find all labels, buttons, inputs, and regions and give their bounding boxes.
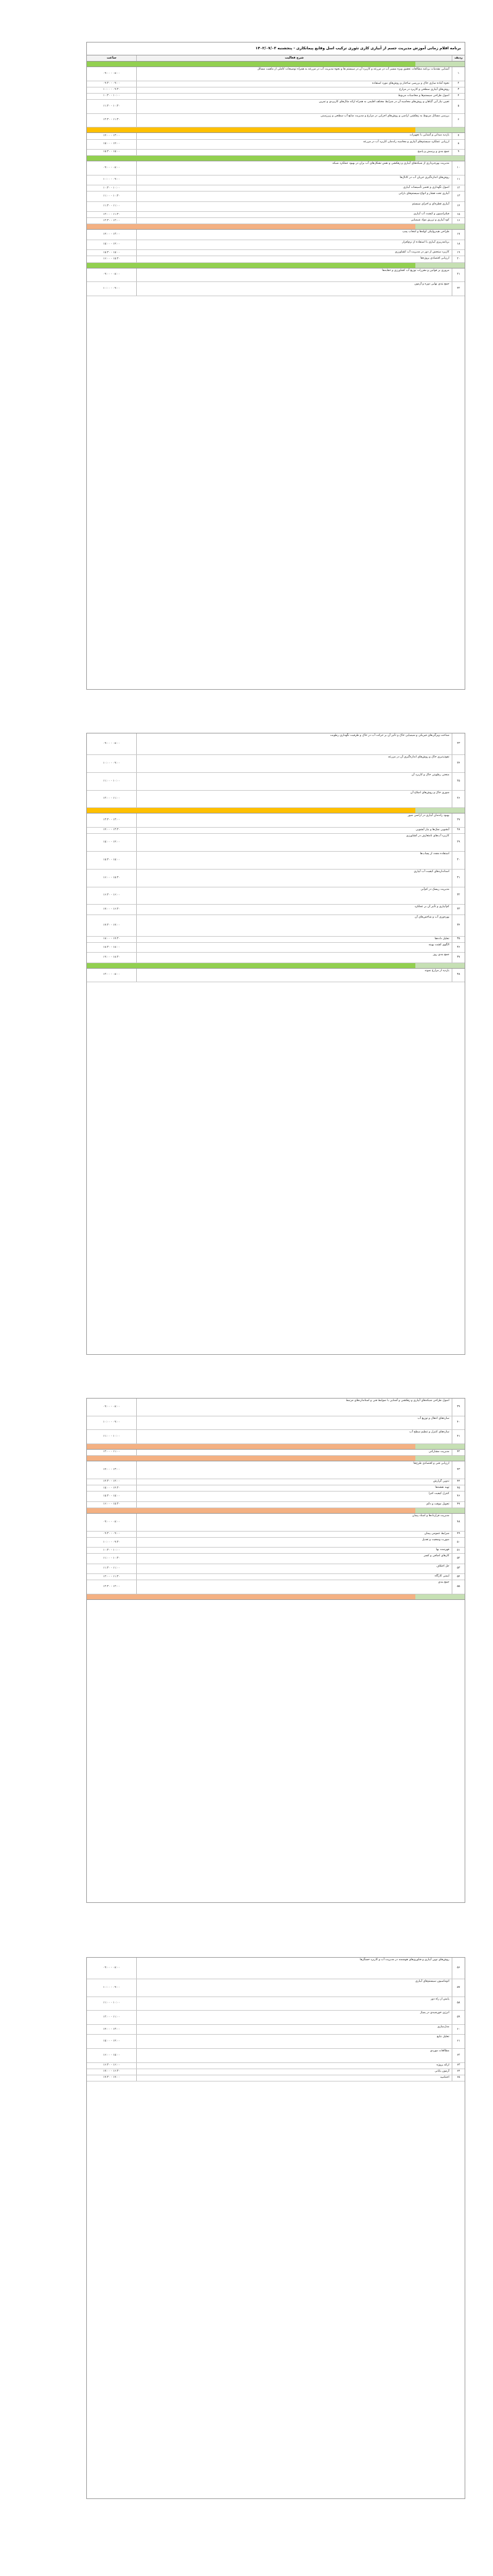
row-time: ۱۴:۰۰ - ۱۵:۰۰	[87, 834, 137, 851]
table-row	[87, 67, 465, 81]
row-number: ۱۷	[452, 230, 465, 239]
section-bar	[87, 156, 465, 161]
row-description: استانداردهای کیفیت آب آبیاری	[414, 870, 449, 873]
table-row	[87, 828, 465, 834]
row-description: سازه‌های کنترل و تنظیم سطح آب	[409, 1431, 449, 1434]
table-row	[87, 1574, 465, 1580]
row-time: ۱۰:۰۰ - ۱۰:۳۰	[87, 185, 137, 191]
section-bar	[87, 127, 465, 133]
section-bar	[87, 1444, 465, 1450]
row-description: کنترل کیفیت اجرا	[428, 1492, 449, 1496]
row-number: ۶۱	[452, 2035, 465, 2048]
row-time: ۱۴:۰۰ - ۱۵:۰۰	[87, 140, 137, 149]
row-time: ۰۹:۰۰ - ۰۹:۳۰	[87, 81, 137, 87]
row-time: ۱۷:۳۰ - ۱۸:۰۰	[87, 937, 137, 942]
table-row	[87, 1430, 465, 1444]
row-time: ۱۱:۰۰ - ۱۱:۳۰	[87, 202, 137, 211]
row-description: فهرست بها	[436, 1548, 449, 1552]
table-row	[87, 269, 465, 283]
row-time: ۱۷:۰۰ - ۱۷:۳۰	[87, 2075, 137, 2081]
section-bar	[87, 1456, 465, 1461]
row-number: ۷	[452, 133, 465, 139]
row-number: ۱۱	[452, 176, 465, 185]
row-description: پایش از راه دور	[430, 1997, 449, 2001]
row-time: ۱۴:۰۰ - ۱۵:۰۰	[87, 2035, 137, 2048]
table-row	[87, 1416, 465, 1431]
row-number: ۵۶	[452, 1958, 465, 1979]
row-time: ۰۸:۰۰ - ۰۹:۰۰	[87, 67, 137, 81]
table-row	[87, 2069, 465, 2075]
row-time: ۱۶:۰۰ - ۱۶:۳۰	[87, 2063, 137, 2069]
row-description: منحنی رطوبتی خاک و کاربرد آن	[412, 773, 449, 777]
row-number: ۲۶	[452, 791, 465, 808]
table-row	[87, 94, 465, 100]
row-number: ۳۰	[452, 852, 465, 869]
table-body	[87, 1958, 465, 2081]
row-time: ۱۴:۳۰ - ۱۵:۰۰	[87, 1485, 137, 1491]
table-row	[87, 1564, 465, 1574]
table-row	[87, 915, 465, 937]
row-time: ۱۲:۰۰ - ۱۲:۳۰	[87, 218, 137, 224]
row-description: بهبود راندمان آبیاری در اراضی شور	[407, 814, 449, 818]
row-number: ۲۸	[452, 828, 465, 833]
row-number: ۱۰	[452, 161, 465, 175]
row-number: ۴۳	[452, 1461, 465, 1479]
row-time: ۱۵:۰۰ - ۱۵:۳۰	[87, 1492, 137, 1501]
header-number: ردیف	[452, 55, 465, 61]
row-time: ۱۳:۰۰ - ۱۴:۰۰	[87, 1461, 137, 1479]
row-description: بازدید میدانی و آشنایی با تجهیزات	[409, 134, 449, 137]
row-time: ۱۰:۰۰ - ۱۱:۰۰	[87, 1430, 137, 1443]
table-row	[87, 114, 465, 128]
row-description: کاربرد آب‌های نامتعارف در کشاورزی	[406, 834, 449, 838]
row-description: کاربرد سنجش از دور در مدیریت آب کشاورزی	[394, 251, 449, 254]
table-row	[87, 1548, 465, 1554]
schedule-sheet-3	[86, 1398, 465, 1903]
section-time	[415, 808, 465, 813]
row-time: ۰۸:۰۰ - ۰۹:۰۰	[87, 733, 137, 754]
row-description: مدل‌سازی	[437, 2025, 449, 2029]
table-row	[87, 2035, 465, 2049]
section-bar	[87, 224, 465, 230]
table-row	[87, 133, 465, 139]
row-description: جمع بندی و پرسش و پاسخ	[417, 150, 449, 153]
row-number: ۱۲	[452, 185, 465, 191]
row-description: بهره‌وری آب و شاخص‌های آن	[415, 915, 449, 919]
table-row	[87, 212, 465, 218]
row-number: ۶۵	[452, 2075, 465, 2081]
table-row	[87, 814, 465, 828]
schedule-sheet-2	[86, 733, 465, 1355]
table-row	[87, 256, 465, 262]
table-row	[87, 1479, 465, 1485]
row-description: ارزیابی اقتصادی پروژه‌ها	[420, 257, 449, 260]
row-time: ۱۸:۳۰ - ۱۹:۰۰	[87, 953, 137, 962]
table-row	[87, 140, 465, 150]
row-number: ۳	[452, 87, 465, 93]
table-row	[87, 1997, 465, 2011]
section-time	[415, 156, 465, 161]
row-description: تهیه نقشه‌ها	[435, 1486, 449, 1490]
table-row	[87, 791, 465, 809]
row-time: ۱۳:۰۰ - ۱۴:۰۰	[87, 2025, 137, 2034]
row-number: ۸	[452, 140, 465, 149]
row-number: ۳۶	[452, 943, 465, 952]
row-time: ۱۰:۳۰ - ۱۱:۳۰	[87, 100, 137, 113]
row-description: نفوذپذیری خاک و روش‌های اندازه‌گیری آن در مزرعه	[388, 756, 449, 759]
row-description: سازه‌های انتقال و توزیع آب	[417, 1416, 449, 1420]
row-description: اصول نگهداری و تعمیر تأسیسات آبیاری	[403, 186, 449, 190]
table-row	[87, 282, 465, 296]
row-description: حل اختلاف	[436, 1564, 449, 1568]
section-time	[415, 127, 465, 132]
row-description: روش‌های اندازه‌گیری جریان آب در کانال‌ها	[399, 176, 449, 179]
row-number: ۳۸	[452, 969, 465, 982]
section-bar	[87, 963, 465, 969]
row-number: ۴۵	[452, 1485, 465, 1491]
schedule-sheet-1	[86, 42, 465, 690]
row-description: کود آبیاری و تزریق مواد شیمیایی	[410, 219, 449, 222]
row-description: آبشویی نمک‌ها و نیاز آبشویی	[415, 828, 449, 831]
table-row	[87, 202, 465, 212]
row-number: ۱۵	[452, 212, 465, 217]
row-description: اصول طراحی شبکه‌های آبیاری و زهکشی و آشنایی با ضوابط فنی و استانداردهای مرتبط	[346, 1399, 449, 1402]
table-row	[87, 1554, 465, 1564]
row-number: ۵۴	[452, 1574, 465, 1580]
row-number: ۳۱	[452, 870, 465, 887]
row-number: ۶۴	[452, 2069, 465, 2075]
row-time: ۰۹:۰۰ - ۱۰:۰۰	[87, 1416, 137, 1430]
row-number: ۴۰	[452, 1416, 465, 1430]
table-row	[87, 192, 465, 201]
table-row	[87, 1532, 465, 1538]
row-number: ۵۳	[452, 1564, 465, 1573]
row-number: ۴۹	[452, 1532, 465, 1537]
row-description: الگوی کشت بهینه	[428, 943, 449, 947]
row-time: ۰۸:۰۰ - ۰۹:۰۰	[87, 1514, 137, 1531]
row-description: مدیریت قراردادها و اسناد پیمان	[412, 1514, 449, 1517]
section-time	[415, 263, 465, 268]
table-row	[87, 1958, 465, 1979]
table-row	[87, 755, 465, 773]
row-description: بررسی مسائل مربوط به زهکشی اراضی و روش‌های اجرایی در مزارع و مدیریت منابع آب سطحی و زیرزمینی	[320, 114, 449, 118]
row-description: روش‌های نوین آبیاری و فناوری‌های هوشمند در مدیریت آب و کاربرد حسگرها	[360, 1958, 449, 1961]
row-time: ۱۰:۳۰ - ۱۱:۰۰	[87, 1554, 137, 1563]
row-number: ۱۴	[452, 202, 465, 211]
row-time: ۱۵:۳۰ - ۱۶:۰۰	[87, 256, 137, 262]
row-time: ۰۹:۰۰ - ۱۰:۰۰	[87, 282, 137, 296]
table-row	[87, 834, 465, 852]
row-number: ۳۵	[452, 937, 465, 942]
row-time: ۰۹:۰۰ - ۱۰:۰۰	[87, 1979, 137, 1997]
row-time: ۰۸:۰۰ - ۰۹:۰۰	[87, 1399, 137, 1416]
row-time: ۱۱:۰۰ - ۱۲:۰۰	[87, 2011, 137, 2024]
table-row	[87, 969, 465, 983]
row-number: ۱	[452, 67, 465, 81]
row-time: ۱۴:۰۰ - ۱۵:۰۰	[87, 240, 137, 249]
row-description: کم‌آبیاری و تأثیر آن بر عملکرد	[414, 905, 449, 909]
row-time: ۱۳:۰۰ - ۱۳:۳۰	[87, 814, 137, 827]
table-row	[87, 1399, 465, 1416]
table-row	[87, 905, 465, 915]
row-time: ۰۸:۰۰ - ۰۹:۰۰	[87, 161, 137, 175]
row-number: ۳۴	[452, 915, 465, 936]
table-row	[87, 1461, 465, 1479]
row-description: شرایط عمومی پیمان	[424, 1532, 449, 1535]
row-description: اصول طراحی سیستم‌ها و محاسبات مربوط	[398, 94, 449, 97]
section-bar	[87, 263, 465, 269]
section-time	[415, 1508, 465, 1513]
row-number: ۳۳	[452, 905, 465, 914]
row-description: ارزیابی فنی و اقتصادی طرح‌ها	[414, 1462, 449, 1466]
row-time: ۱۱:۰۰ - ۱۱:۳۰	[87, 1564, 137, 1573]
table-row	[87, 161, 465, 176]
row-description: اتوماسیون سیستم‌های آبیاری	[415, 1980, 449, 1983]
section-bar	[87, 1594, 465, 1600]
row-number: ۵۹	[452, 2011, 465, 2024]
row-description: مطالعات موردی	[430, 2049, 449, 2053]
row-number: ۵۰	[452, 1538, 465, 1547]
row-time: ۱۰:۳۰ - ۱۱:۰۰	[87, 192, 137, 201]
row-number: ۵۸	[452, 1997, 465, 2011]
row-time: ۱۱:۳۰ - ۱۲:۰۰	[87, 212, 137, 217]
table-row	[87, 943, 465, 953]
section-bar	[87, 808, 465, 814]
row-number: ۶	[452, 114, 465, 127]
row-time: ۱۵:۰۰ - ۱۵:۳۰	[87, 150, 137, 155]
row-description: مدیریت بهره‌برداری از شبکه‌های آبیاری و زهکشی و نقش تشکل‌های آب بران در بهبود عملکرد شبکه	[332, 162, 449, 166]
table-row	[87, 852, 465, 870]
row-number: ۹	[452, 150, 465, 155]
table-row	[87, 230, 465, 240]
row-description: ارزیابی عملکرد سیستم‌های آبیاری و محاسبه راندمان کاربرد آب در مزرعه	[363, 140, 449, 143]
table-row	[87, 1502, 465, 1508]
table-row	[87, 733, 465, 755]
table-row	[87, 953, 465, 963]
row-number: ۶۰	[452, 2025, 465, 2034]
table-row	[87, 2075, 465, 2081]
row-description: طراحی هیدرولیکی لوله‌ها و انتخاب پمپ	[402, 230, 449, 234]
row-description: اختتامیه	[440, 2075, 449, 2079]
row-time: ۰۹:۰۰ - ۰۹:۳۰	[87, 1532, 137, 1537]
row-time: ۰۹:۳۰ - ۱۰:۰۰	[87, 87, 137, 93]
row-time: ۰۸:۰۰ - ۱۲:۰۰	[87, 969, 137, 982]
table-row	[87, 1492, 465, 1501]
table-row	[87, 2025, 465, 2035]
row-description: جمع بندی	[438, 1581, 449, 1585]
row-number: ۶۲	[452, 2049, 465, 2062]
row-number: ۵۲	[452, 1554, 465, 1563]
table-row	[87, 1485, 465, 1492]
row-time: ۱۶:۳۰ - ۱۷:۰۰	[87, 905, 137, 914]
row-description: فیلتراسیون و کیفیت آب آبیاری	[414, 212, 449, 216]
table-row	[87, 2063, 465, 2069]
table-row	[87, 1580, 465, 1594]
row-time: ۰۸:۰۰ - ۰۹:۰۰	[87, 269, 137, 282]
row-time: ۰۹:۰۰ - ۱۰:۰۰	[87, 176, 137, 185]
row-time: ۱۰:۰۰ - ۱۰:۳۰	[87, 1548, 137, 1553]
table-row	[87, 150, 465, 156]
table-row	[87, 1450, 465, 1456]
row-time: ۱۵:۳۰ - ۱۶:۰۰	[87, 1502, 137, 1508]
table-row	[87, 1514, 465, 1532]
table-row	[87, 2011, 465, 2025]
table-row	[87, 185, 465, 192]
row-number: ۴۱	[452, 1430, 465, 1443]
row-time: ۱۵:۳۰ - ۱۶:۰۰	[87, 870, 137, 887]
row-time: ۱۱:۰۰ - ۱۲:۰۰	[87, 791, 137, 808]
row-number: ۲۴	[452, 755, 465, 772]
row-description: صورت وضعیت و تعدیل	[422, 1538, 449, 1541]
row-number: ۱۸	[452, 240, 465, 249]
row-number: ۴۶	[452, 1492, 465, 1501]
row-description: کارهای اضافی و کسر	[423, 1554, 449, 1558]
row-time: ۱۱:۰۰ - ۱۲:۰۰	[87, 1450, 137, 1455]
row-number: ۲	[452, 81, 465, 87]
row-number: ۲۹	[452, 834, 465, 851]
row-time: ۱۰:۰۰ - ۱۱:۰۰	[87, 773, 137, 790]
row-number: ۵۵	[452, 1580, 465, 1594]
row-time: ۱۵:۰۰ - ۱۵:۳۰	[87, 250, 137, 256]
row-time: ۱۵:۰۰ - ۱۵:۳۰	[87, 852, 137, 869]
row-number: ۱۹	[452, 250, 465, 256]
row-number: ۵	[452, 100, 465, 113]
row-description: شناخت ویژگی‌های فیزیکی و شیمیایی خاک و تأثیر آن بر حرکت آب در خاک و ظرفیت نگهداری رطوبت	[330, 734, 449, 737]
row-time: ۰۹:۳۰ - ۱۰:۰۰	[87, 1538, 137, 1547]
section-time	[415, 1456, 465, 1461]
row-description: تعیین نیاز آبی گیاهان و روش‌های محاسبه آن در شرایط مختلف اقلیمی به همراه ارائه مثال‌های کاربردی و تمرین	[319, 100, 449, 104]
row-description: تحویل موقت و دائم	[426, 1502, 449, 1506]
row-time: ۱۳:۳۰ - ۱۴:۰۰	[87, 828, 137, 833]
row-number: ۱۳	[452, 192, 465, 201]
table-row	[87, 1538, 465, 1548]
table-row	[87, 176, 465, 185]
row-time: ۱۳:۰۰ - ۱۴:۰۰	[87, 230, 137, 239]
row-description: برنامه‌ریزی آبیاری با استفاده از نرم‌افزار	[402, 240, 449, 244]
table-body	[87, 1399, 465, 1600]
row-description: جمع بندی روز	[433, 953, 449, 957]
row-number: ۳۲	[452, 887, 465, 905]
row-number: ۳۹	[452, 1399, 465, 1416]
section-time	[415, 224, 465, 229]
header-time: ساعت	[87, 55, 137, 61]
section-bar	[87, 1508, 465, 1514]
row-description: مدیریت مشارکتی	[428, 1450, 449, 1453]
row-description: بازدید از مزارع نمونه	[425, 969, 449, 972]
row-time: ۱۰:۰۰ - ۱۱:۰۰	[87, 1997, 137, 2011]
row-time: ۱۷:۰۰ - ۱۷:۳۰	[87, 915, 137, 936]
row-number: ۶۳	[452, 2063, 465, 2069]
row-description: ارائه پروژه	[436, 2063, 449, 2067]
row-number: ۴۲	[452, 1450, 465, 1455]
row-time: ۰۸:۰۰ - ۰۹:۰۰	[87, 1958, 137, 1979]
row-time: ۱۱:۳۰ - ۱۲:۳۰	[87, 114, 137, 127]
table-row	[87, 887, 465, 905]
row-number: ۲۱	[452, 269, 465, 282]
table-row	[87, 240, 465, 250]
row-number: ۱۶	[452, 218, 465, 224]
section-time	[415, 963, 465, 968]
table-row	[87, 218, 465, 224]
row-description: انرژی خورشیدی در پمپاژ	[420, 2011, 449, 2015]
row-time: ۱۴:۰۰ - ۱۴:۳۰	[87, 1479, 137, 1485]
row-description: آشنایی مقدمات برنامه مطالعات تحقیق ویژه مسیر آب در مزرعه و کاربرد آن در سیستم ها و نحوه مدیریت آب در مزرعه به همراه توضیحات کاملی از ماهیت مسائل	[257, 68, 449, 71]
row-time: ۱۱:۳۰ - ۱۲:۰۰	[87, 1574, 137, 1580]
row-number: ۴۴	[452, 1479, 465, 1485]
row-number: ۵۱	[452, 1548, 465, 1553]
row-number: ۴۷	[452, 1502, 465, 1508]
row-number: ۴	[452, 94, 465, 99]
table-row	[87, 87, 465, 94]
row-description: استفاده مجدد از پساب‌ها	[420, 852, 449, 855]
row-number: ۲۵	[452, 773, 465, 790]
row-number: ۴۸	[452, 1514, 465, 1531]
row-time: ۱۵:۰۰ - ۱۶:۰۰	[87, 2049, 137, 2062]
section-time	[415, 1444, 465, 1449]
row-description: مروری بر قوانین و مقررات توزیع آب کشاورزی و حقابه‌ها	[382, 269, 449, 272]
table-row	[87, 100, 465, 114]
row-description: مدیریت ریسک در کم‌آبی	[420, 887, 449, 891]
table-body	[87, 62, 465, 296]
row-description: آبیاری تحت فشار و انواع سیستم‌های بارانی	[398, 192, 449, 196]
table-row	[87, 937, 465, 943]
row-number: ۲۳	[452, 733, 465, 754]
row-number: ۳۷	[452, 953, 465, 962]
row-number: ۲۷	[452, 814, 465, 827]
table-row	[87, 250, 465, 256]
table-row	[87, 81, 465, 87]
table-row	[87, 870, 465, 887]
row-time: ۱۰:۰۰ - ۱۰:۳۰	[87, 94, 137, 99]
row-number: ۲۰	[452, 256, 465, 262]
table-header	[87, 55, 465, 62]
row-description: آبیاری قطره‌ای و اجزای سیستم	[412, 202, 449, 206]
row-description: آزمون پایانی	[434, 2069, 449, 2073]
section-time	[415, 1594, 465, 1599]
row-description: ایمنی کارگاه	[434, 1575, 449, 1578]
document-title: برنامه اقلام زمانی آموزش مدیریت جسم از آبیاری کاری تئوری ترکیب اسل وقایع پیمانکاری - پنجشنبه ۱۴۰۲/۰۷/۰۳	[87, 42, 465, 55]
row-description: تحلیل داده‌ها	[434, 937, 449, 940]
section-time	[415, 62, 465, 67]
row-time: ۱۶:۳۰ - ۱۷:۰۰	[87, 2069, 137, 2075]
table-row	[87, 773, 465, 791]
row-time: ۱۸:۰۰ - ۱۸:۳۰	[87, 943, 137, 952]
table-body	[87, 733, 465, 982]
row-description: شوری خاک و روش‌های اصلاح آن	[410, 791, 449, 794]
row-description: نحوه آماده سازی خاک و بررسی ساختار و روش‌های مورد استفاده	[372, 81, 449, 85]
row-number: ۵۷	[452, 1979, 465, 1997]
schedule-sheet-4	[86, 1957, 465, 2499]
row-time: ۱۳:۰۰ - ۱۴:۰۰	[87, 133, 137, 139]
row-number: ۲۲	[452, 282, 465, 296]
row-time: ۰۹:۰۰ - ۱۰:۰۰	[87, 755, 137, 772]
row-time: ۱۶:۰۰ - ۱۶:۳۰	[87, 887, 137, 905]
row-description: تحلیل نتایج	[436, 2035, 449, 2039]
row-description: جمع بندی نهایی دوره و آزمون	[414, 283, 449, 286]
row-description: روش‌های آبیاری سطحی و کاربرد در مزارع	[399, 87, 449, 91]
row-time: ۱۲:۰۰ - ۱۲:۳۰	[87, 1580, 137, 1594]
header-description: شرح فعالیت	[285, 56, 304, 60]
section-bar	[87, 62, 465, 67]
table-row	[87, 2049, 465, 2063]
row-description: تدوین گزارش	[433, 1479, 449, 1483]
table-row	[87, 1979, 465, 1997]
